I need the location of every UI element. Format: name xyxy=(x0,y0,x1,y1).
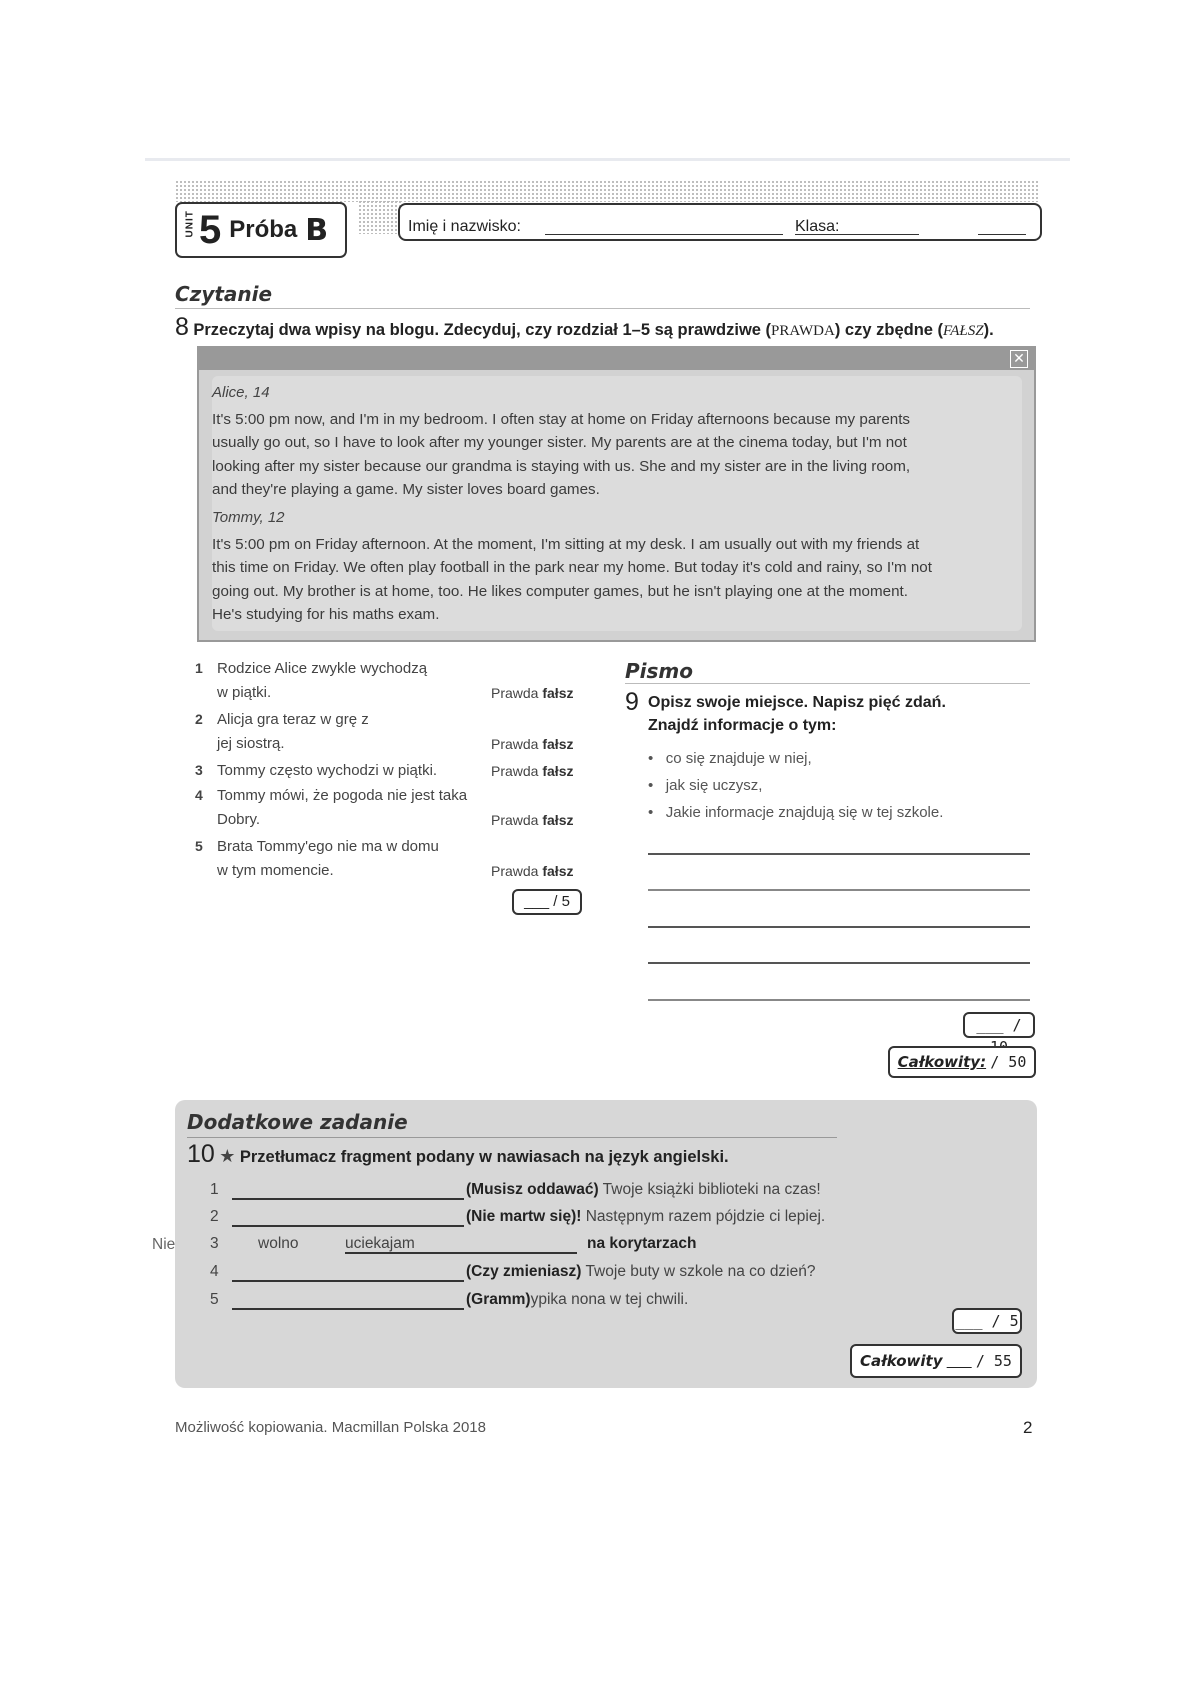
answer-line[interactable] xyxy=(232,1225,464,1227)
item-prefix-2: uciekajam xyxy=(345,1235,415,1252)
exercise-9-instruction-2: Znajdź informacje o tym: xyxy=(648,717,837,734)
name-label: Imię i nazwisko: xyxy=(408,218,521,235)
exercise-10-heading xyxy=(187,1140,729,1169)
blog-author-2: Tommy, 12 xyxy=(212,509,285,526)
item-text xyxy=(466,1291,688,1309)
writing-bullet-3: • Jakie informacje znajdują się w tej szkole. xyxy=(648,804,944,821)
reading-score-box[interactable]: ___ / 5 xyxy=(512,889,582,915)
item-prompt: na korytarzach xyxy=(587,1235,697,1252)
true-option[interactable]: Prawda xyxy=(491,685,539,701)
blog-post-2-line: going out. My brother is at home, too. He likes computer games, but he isn't playing one at the moment. xyxy=(212,582,908,600)
question-text xyxy=(217,835,487,882)
extra-score-box[interactable]: ___ / 5 xyxy=(952,1308,1022,1334)
star-icon: ★ xyxy=(219,1146,236,1166)
bullet-text: co się znajduje w niej, xyxy=(665,750,812,767)
bullet-text: Jakie informacje znajdują się w tej szkole. xyxy=(665,804,944,821)
false-word: FAŁSZ xyxy=(943,323,984,339)
blog-post-1-line: looking after my sister because our grandma is staying with us. She and my sister are in the living room, xyxy=(212,457,911,475)
name-field[interactable] xyxy=(545,234,783,235)
exercise-8-heading xyxy=(175,313,994,342)
answer-line[interactable] xyxy=(232,1308,464,1310)
item-prompt: (Czy zmieniasz) xyxy=(466,1263,582,1280)
item-text xyxy=(466,1208,825,1226)
false-option[interactable]: fałsz xyxy=(542,685,574,701)
false-option[interactable]: fałsz xyxy=(542,763,574,779)
answer-line[interactable] xyxy=(345,1252,577,1254)
true-word: PRAWDA xyxy=(771,323,835,339)
class-field[interactable] xyxy=(795,234,919,235)
true-option[interactable]: Prawda xyxy=(491,736,539,752)
extra-total-box[interactable] xyxy=(850,1344,1022,1378)
exercise-8-instruction: Przeczytaj dwa wpisy na blogu. Zdecyduj, czy rozdział 1–5 są prawdziwe ( xyxy=(193,321,772,339)
true-option[interactable]: Prawda xyxy=(491,812,539,828)
item-prefix: wolno xyxy=(258,1235,299,1252)
question-text-line: Tommy często wychodzi w piątki. xyxy=(217,762,438,779)
blog-window xyxy=(197,346,1036,642)
extra-total-blank xyxy=(947,1353,972,1370)
answer-line[interactable] xyxy=(232,1198,464,1200)
item-number: 1 xyxy=(210,1181,219,1198)
close-icon[interactable]: ✕ xyxy=(1010,350,1028,368)
true-false-choice[interactable] xyxy=(491,682,573,706)
false-option[interactable]: fałsz xyxy=(542,736,574,752)
item-number: 3 xyxy=(210,1235,219,1252)
writing-score-box[interactable]: ___ / xyxy=(963,1012,1035,1038)
writing-line[interactable] xyxy=(648,853,1030,855)
writing-bullet-2: • jak się uczysz, xyxy=(648,777,763,794)
false-option[interactable]: fałsz xyxy=(542,863,574,879)
exercise-8-instruction-end: ). xyxy=(983,321,994,339)
class-label: Klasa: xyxy=(795,218,840,235)
total-label: Całkowity: xyxy=(897,1053,987,1071)
question-text-line: Rodzice Alice zwykle wychodzą xyxy=(217,660,428,677)
true-false-choice[interactable] xyxy=(491,733,573,757)
extra-total-label: Całkowity xyxy=(860,1352,943,1370)
question-text xyxy=(217,708,477,755)
item-text xyxy=(466,1263,816,1281)
blog-post-2-line: He's studying for his maths exam. xyxy=(212,605,440,623)
total-score: / 50 xyxy=(990,1053,1027,1071)
writing-line[interactable] xyxy=(648,999,1030,1001)
blog-post-1 xyxy=(212,408,1012,501)
blog-post-2 xyxy=(212,533,1012,626)
true-false-choice[interactable] xyxy=(491,809,573,833)
item-prompt: (Nie martw się)! xyxy=(466,1208,582,1225)
item-number: 4 xyxy=(210,1263,219,1280)
unit-label: UNIT xyxy=(184,209,196,237)
exercise-8-instruction-mid: ) czy zbędne ( xyxy=(834,321,944,339)
answer-line[interactable] xyxy=(232,1280,464,1282)
item-number: 2 xyxy=(210,1208,219,1225)
question-text-line: Alicja gra teraz w grę z xyxy=(217,711,369,728)
question-number: 2 xyxy=(195,711,203,727)
extra-total-score: / 55 xyxy=(975,1352,1012,1370)
blog-post-2-line: It's 5:00 pm on Friday afternoon. At the moment, I'm sitting at my desk. I am usually out with my friends at xyxy=(212,536,920,553)
extra-section-title: Dodatkowe zadanie xyxy=(187,1110,408,1134)
item-prompt: (Musisz oddawać) xyxy=(466,1181,599,1198)
extra-rule xyxy=(187,1137,837,1138)
writing-line[interactable] xyxy=(648,926,1030,928)
blog-post-1-line: usually go out, so I have to look after my younger sister. My parents are at the cinema today, but I'm not xyxy=(212,434,907,452)
question-text xyxy=(217,759,487,783)
reading-rule xyxy=(175,308,1030,309)
bullet-text: jak się uczysz, xyxy=(665,777,763,794)
unit-number: 5 xyxy=(199,208,222,252)
true-option[interactable]: Prawda xyxy=(491,763,539,779)
question-number: 3 xyxy=(195,762,203,778)
question-number: 5 xyxy=(195,838,203,854)
reading-section-title: Czytanie xyxy=(175,282,273,306)
item-prompt: (Gramm) xyxy=(466,1291,531,1308)
header-dot-pattern-2 xyxy=(358,200,402,234)
question-text xyxy=(217,657,477,704)
item-rest: Twoje buty w szkole na co dzień? xyxy=(581,1263,816,1280)
blog-post-2-line: this time on Friday. We often play football in the park near my home. But today it's cold and rainy, so I'm not xyxy=(212,559,932,577)
test-title: Próba xyxy=(229,216,298,243)
item-rest: ypika nona w tej chwili. xyxy=(530,1291,689,1308)
page-number: 2 xyxy=(1023,1418,1033,1437)
writing-section-title: Pismo xyxy=(625,659,693,683)
item-rest: Twoje książki biblioteki na czas! xyxy=(598,1181,821,1198)
question-text-line: jej siostrą. xyxy=(217,734,285,752)
header-dot-pattern xyxy=(175,180,1040,202)
exercise-9-number: 9 xyxy=(625,688,639,716)
exercise-9-instruction: Opisz swoje miejsce. Napisz pięć zdań. xyxy=(648,694,946,711)
true-option[interactable]: Prawda xyxy=(491,863,539,879)
question-text-line: w tym momencie. xyxy=(217,861,334,879)
exercise-8-number: 8 xyxy=(175,313,189,341)
question-text-line: Tommy mówi, że pogoda nie jest taka xyxy=(217,787,468,804)
top-rule xyxy=(145,158,1070,161)
true-false-choice[interactable] xyxy=(491,760,573,784)
question-number: 1 xyxy=(195,660,203,676)
exercise-10-instruction: Przetłumacz fragment podany w nawiasach na język angielski. xyxy=(239,1148,729,1166)
blog-content xyxy=(212,376,1022,631)
blog-post-1-line: It's 5:00 pm now, and I'm in my bedroom. I often stay at home on Friday afternoons because my parents xyxy=(212,411,911,428)
margin-text: Nie xyxy=(152,1236,176,1253)
blog-post-1-line: and they're playing a game. My sister loves board games. xyxy=(212,480,600,498)
true-false-choice[interactable] xyxy=(491,860,573,884)
total-score-box[interactable] xyxy=(888,1046,1036,1078)
unit-badge xyxy=(175,202,347,258)
writing-rule xyxy=(625,683,1030,684)
question-text-line: w piątki. xyxy=(217,683,272,701)
exercise-10-number: 10 xyxy=(187,1140,215,1168)
student-info-box xyxy=(398,203,1042,241)
blog-title-bar xyxy=(199,348,1034,370)
footer-copyright: Możliwość kopiowania. Macmillan Polska 2018 xyxy=(175,1419,486,1436)
blog-author-1: Alice, 14 xyxy=(212,384,270,401)
item-number: 5 xyxy=(210,1291,219,1308)
question-number: 4 xyxy=(195,787,203,803)
extra-task-box xyxy=(175,1100,1037,1388)
writing-line[interactable] xyxy=(648,889,1030,891)
writing-line[interactable] xyxy=(648,962,1030,964)
item-rest: Następnym razem pójdzie ci lepiej. xyxy=(581,1208,826,1225)
test-version: B xyxy=(305,212,329,248)
class-field-extra[interactable] xyxy=(978,234,1026,235)
false-option[interactable]: fałsz xyxy=(542,812,574,828)
item-text xyxy=(466,1181,821,1199)
question-text-line: Dobry. xyxy=(217,810,261,828)
writing-bullet-1: • co się znajduje w niej, xyxy=(648,750,812,767)
question-text xyxy=(217,784,502,831)
question-text-line: Brata Tommy'ego nie ma w domu xyxy=(217,838,439,855)
